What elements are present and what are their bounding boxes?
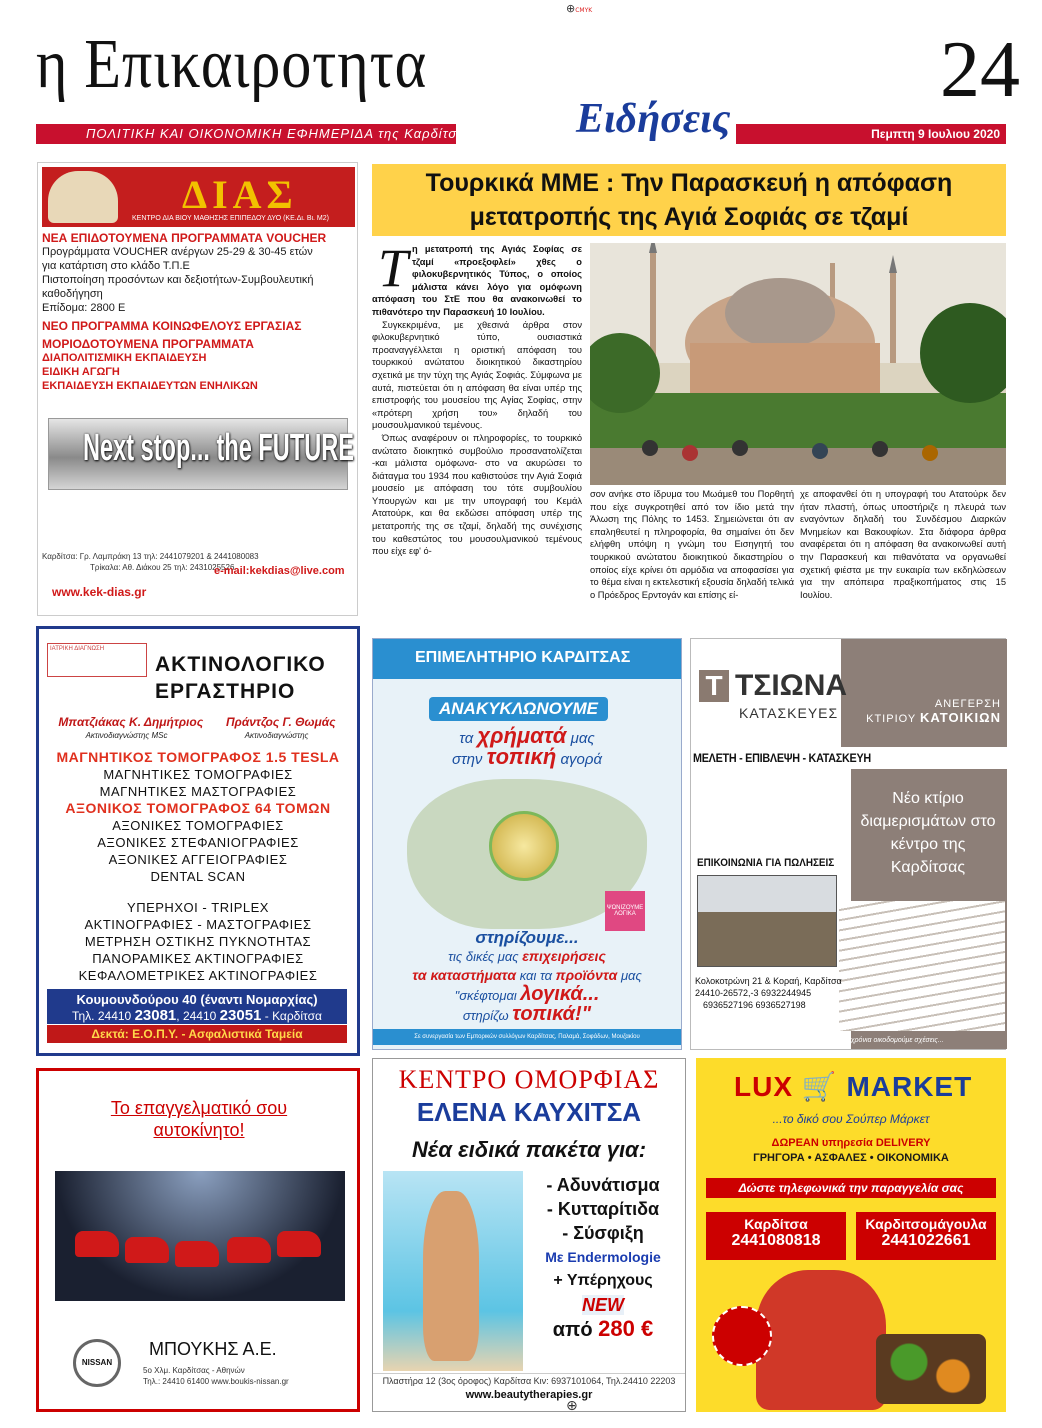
- dias-zeus-head-icon: [48, 171, 118, 223]
- beauty-title: ΚΕΝΤΡΟ ΟΜΟΡΦΙΑΣ: [398, 1065, 660, 1094]
- dias-line: για κατάρτιση στο κλάδο Τ.Π.Ε: [42, 260, 190, 272]
- vans-photo: [55, 1171, 345, 1301]
- page-number: 24: [940, 26, 1020, 114]
- drop-cap: Τ: [378, 238, 409, 298]
- tsiona-logo: Τ ΤΣΙΩΝΑ: [699, 669, 847, 703]
- nissan-ad: [36, 1068, 360, 1412]
- beauty-services: - Αδυνάτισμα - Κυτταρίτιδα - Σύσφιξη Με Endermologie + Υπέρηχους NEW από 280 €: [545, 1175, 661, 1341]
- dias-line: Πιστοποίηση προσόντων και δεξιοτήτων-Συμβουλευτική καθοδήγηση: [42, 274, 314, 300]
- dias-heading: ΜΟΡΙΟΔΟΤΟΥΜΕΝΑ ΠΡΟΓΡΑΜΜΑΤΑ: [42, 337, 254, 351]
- dias-subtitle: ΚΕΝΤΡΟ ΔΙΑ ΒΙΟΥ ΜΑΘΗΣΗΣ ΕΠΙΠΕΔΟΥ ΔΥΟ (ΚΕ.Δι. Βι. Μ2): [132, 215, 329, 222]
- shop-local-badge: ΨΩΝΙΖΟΥΜΕ ΛΟΓΙΚΑ: [605, 891, 645, 931]
- lux-store-2: Καρδιτσομάγουλα 2441022661: [856, 1212, 996, 1260]
- service-item: ΚΕΦΑΛΟΜΕΤΡΙΚΕΣ ΑΚΤΙΝΟΓΡΑΦΙΕΣ: [78, 968, 318, 983]
- dias-future-image: Next stop... the FUTURE: [48, 418, 348, 490]
- dealer-info: 5ο Χλμ. Καρδίτσας - Αθηνών Τηλ.: 24410 61400 www.boukis-nissan.gr: [143, 1366, 289, 1386]
- tsiona-construction: ΑΝΕΓΕΡΣΗ ΚΤΙΡΙΟΥ ΚΑΤΟΙΚΙΩΝ: [866, 698, 1001, 725]
- lux-logo: LUX 🛒 MARKET: [734, 1071, 973, 1102]
- radiology-logo: ΙΑΤΡΙΚΗ ΔΙΑΓΝΩΣΗ: [47, 643, 147, 677]
- chamber-slogan-1: τα χρήματά μας στην τοπική αγορά: [451, 723, 603, 769]
- dias-heading: ΝΕΟ ΠΡΟΓΡΑΜΜΑ ΚΟΙΝΩΦΕΛΟΥΣ ΕΡΓΑΣΙΑΣ: [42, 319, 302, 333]
- radiology-doctors: Μπατζιάκας Κ. Δημήτριος Πράντζος Γ. Θωμάς: [58, 715, 336, 729]
- article-lead: η μετατροπή της Αγιάς Σοφίας σε τζαμί «προεξοφλεί» χθες ο φιλοκυβερνητικός Τύπος, ο οποίος μάλιστα κάνει λόγο για ομόφωνη απόφαση του ΣτΕ που θα ανακοινωθεί το πιθανότερο την Παρασκευή 10 Ιουλίου.: [372, 244, 582, 317]
- dias-body: [42, 231, 355, 393]
- service-item: ΑΞΟΝΙΚΕΣ ΑΓΓΕΙΟΓΡΑΦΙΕΣ: [108, 852, 288, 867]
- radiology-phone: Τηλ. 24410 23081, 24410 23051 - Καρδίτσα: [47, 1008, 347, 1024]
- article-paragraph: Όπως αναφέρουν οι πληροφορίες, το τουρκικό ανώτατο διοικητικό συμβούλιο προσανατολίζεται -και μάλιστα ομόφωνα- στο να ακυρώσει το διάταγμα του 1934 που καθιστούσε την Αγιά Σοφιά μουσείο με απόφαση του τότε συμβουλίου Υπουργών και με την υπογραφή του Κεμάλ Ατατούρκ, και θα εκδώσει απόφαση υπέρ της μετατροπής της σε τζαμί, δηλαδή της συνέχισης του καθεστώτος του μουσουλμανικού τεμένους που είχε εφ' ό-: [372, 432, 582, 557]
- lux-subtitle: ...το δικό σου Σούπερ Μάρκετ: [772, 1112, 930, 1126]
- tsiona-subtitle: ΚΑΤΑΣΚΕΥΕΣ: [739, 705, 839, 721]
- service-item: ΜΑΓΝΗΤΙΚΕΣ ΤΟΜΟΓΡΑΦΙΕΣ: [103, 767, 293, 782]
- service-item: ΠΑΝΟΡΑΜΙΚΕΣ ΑΚΤΙΝΟΓΡΑΦΙΕΣ: [92, 951, 304, 966]
- tsiona-address: Κολοκοτρώνη 21 & Κοραή, Καρδίτσα 24410-26572,-3 6932244945 6936527196 6936527198: [695, 976, 842, 1010]
- tsiona-headline: Νέο κτίριο διαμερισμάτων στο κέντρο της Καρδίτσας: [860, 790, 996, 876]
- dias-logo: ΔΙΑΣ: [182, 172, 298, 217]
- tsiona-services: ΜΕΛΕΤΗ - ΕΠΙΒΛΕΨΗ - ΚΑΤΑΣΚΕΥΗ: [693, 751, 871, 765]
- dias-address: Καρδίτσα: Γρ. Λαμπράκη 13 τηλ: 2441079201 & 2441080083 Τρίκαλα: Αθ. Διάκου 25 τηλ: 2431025526: [42, 552, 259, 572]
- dias-line: Επίδομα: 2800 Ε: [42, 302, 126, 314]
- article-column-3: χε αποφανθεί ότι η υπογραφή του Ατατούρκ δεν ήταν πλαστή, όπως υποστήριζε η πλευρά των εναγόντων δηλαδή του Συνδέσμου Διαρκών Μνημείων και Βακουφίων. Στα διάφορα άρθρα αναφέρεται ότι η απόφαση θα ανακοινωθεί αυτή την Παρασκευή και πιθανότατα να οργανωθεί σχετική φιέστα με την ευκαιρία των εκδηλώσεων για την απόπειρα πραξικοπήματος στις 15 Ιουλίου.: [800, 489, 1006, 600]
- lux-delivery: ΔΩΡΕΑΝ υπηρεσία DELIVERY ΓΡΗΓΟΡΑ • ΑΣΦΑΛΕΣ • ΟΙΚΟΝΟΜΙΚΑ: [753, 1137, 949, 1164]
- beauty-ad: [372, 1058, 686, 1412]
- chamber-footer: Σε συνεργασία των Εμπορικών συλλόγων Καρδίτσας, Παλαμά, Σοφάδων, Μουζακίου: [373, 1029, 681, 1045]
- hagia-sophia-photo: [590, 243, 1006, 485]
- beauty-address: Πλαστήρα 12 (3ος όροφος) Καρδίτσα Κιν: 6937101064, Τηλ.24410 22203: [373, 1373, 685, 1386]
- article-column-2: σον ανήκε στο ίδρυμα του Μωάμεθ του Πορθητή που είχε συγκροτηθεί από τον ίδιο μετά την Άλωση της Πόλης το 1453. Σημειώνεται ότι αν επαληθευτεί η πληροφορία, θα σημαίνει ότι δεν ελήφθη υπόψη η γνώμη του Εισηγητή του τουρκικού ανώτατου διοικητικού δικαστηρίου ο οποίος είχε κρίνει ότι αρμόδια να αποφασίσει για το θέμα είναι η εκτελεστική εξουσία δηλαδή τελικά ο Πρόεδρος Ερντογάν και επίσης εί-: [590, 489, 794, 600]
- masthead-tagline: ΠΟΛΙΤΙΚΗ ΚΑΙ ΟΙΚΟΝΟΜΙΚΗ ΕΦΗΜΕΡΙΔΑ της Καρδίτσας: [36, 124, 456, 144]
- nissan-title: Το επαγγελματικό σου αυτοκίνητο!: [110, 1098, 288, 1140]
- lux-call: Δώστε τηλεφωνικά την παραγγελία σας: [706, 1178, 996, 1198]
- chamber-slogan-2: στηρίζουμε... τις δικές μας επιχειρήσεις τα καταστήματα και τα προϊόντα μας "σκέφτομαι λογικά... στηρίζω τοπικά!": [412, 928, 642, 1025]
- delivery-man-photo: [756, 1270, 886, 1410]
- lux-market-ad: [696, 1058, 1006, 1412]
- service-item: ΜΑΓΝΗΤΙΚΟΣ ΤΟΜΟΓΡΑΦΟΣ 1.5 TESLA: [56, 749, 340, 765]
- masthead-title: η Επικαιροτητα: [36, 26, 428, 103]
- service-item: ΑΞΟΝΙΚΕΣ ΣΤΕΦΑΝΙΟΓΡΑΦΙΕΣ: [97, 835, 299, 850]
- vegetables-box-photo: [876, 1334, 986, 1404]
- service-item: ΥΠΕΡΗΧΟΙ - TRIPLEX: [127, 900, 269, 915]
- nissan-logo: NISSAN: [73, 1339, 121, 1387]
- service-item: ΑΞΟΝΙΚΟΣ ΤΟΜΟΓΡΑΦΟΣ 64 ΤΟΜΩΝ: [65, 800, 331, 816]
- house-photo: [697, 875, 837, 967]
- registration-mark-bottom: ⊕: [566, 1398, 578, 1414]
- tsiona-contact: ΕΠΙΚΟΙΝΩΝΙΑ ΓΙΑ ΠΩΛΗΣΕΙΣ: [697, 857, 835, 869]
- tsiona-ad: [690, 638, 1006, 1050]
- article-headline: Τουρκικά ΜΜΕ : Την Παρασκευή η απόφαση μετατροπής της Αγιά Σοφιάς σε τζαμί: [372, 164, 1006, 236]
- chamber-header: ΕΠΙΜΕΛΗΤΗΡΙΟ ΚΑΡΔΙΤΣΑΣ: [373, 639, 681, 679]
- radiology-services: [39, 749, 357, 984]
- radiology-ad: [36, 626, 360, 1056]
- recycle-coin-icon: [489, 811, 559, 881]
- beauty-website: www.beautytherapies.gr: [465, 1389, 593, 1401]
- beauty-packages: Νέα ειδικά πακέτα για:: [411, 1137, 647, 1162]
- dias-program: ΕΙΔΙΚΗ ΑΓΩΓΗ: [42, 366, 120, 378]
- dias-line: Προγράμματα VOUCHER ανέργων 25-29 & 30-45 ετών: [42, 246, 313, 258]
- tsiona-slogan: 40 χρόνια οικοδομούμε σχέσεις...: [841, 1037, 944, 1044]
- service-item: DENTAL SCAN: [150, 869, 246, 884]
- dias-ad: [37, 162, 358, 616]
- beach-woman-photo: [383, 1171, 523, 1371]
- lux-store-1: Καρδίτσα 2441080818: [706, 1212, 846, 1260]
- section-title: Ειδήσεις: [576, 96, 731, 142]
- radiology-accepts: Δεκτά: Ε.Ο.Π.Υ. - Ασφαλιστικά Ταμεία: [47, 1025, 347, 1043]
- chamber-badge: ΑΝΑΚΥΚΛΩΝΟΥΜΕ: [429, 697, 608, 721]
- service-item: ΜΑΓΝΗΤΙΚΕΣ ΜΑΣΤΟΓΡΑΦΙΕΣ: [99, 784, 297, 799]
- article-paragraph: Συγκεκριμένα, με χθεσινά άρθρα στον φιλοκυβερνητικό τύπο, ουσιαστικά προαναγγέλλεται η οριστική απόφαση του τουρκικού ανώτατου διοικητικού δικαστηρίου σχετικά με την τύχη της Αγιάς Σοφιάς. Σύμφωνα με αυτά, πιστεύεται ότι η απόφαση θα είναι υπέρ της επιστροφής του μουσείου της Αγίας Σοφίας, στην «πρότερη χρήση του» δηλαδή του μουσουλμανικού τεμένους.: [372, 319, 582, 431]
- beauty-name: ΕΛΕΝΑ ΚΑΥΧΙΤΣΑ: [416, 1097, 642, 1127]
- dias-website: www.kek-dias.gr: [52, 585, 147, 599]
- registration-mark: ⊕CMYK: [566, 2, 593, 15]
- radiology-roles: Ακτινοδιαγνώστης MSc Ακτινοδιαγνώστης: [85, 731, 309, 740]
- service-item: ΜΕΤΡΗΣΗ ΟΣΤΙΚΗΣ ΠΥΚΝΟΤΗΤΑΣ: [84, 934, 312, 949]
- delivery-seal-icon: [712, 1306, 772, 1366]
- building-illustration: [839, 901, 1005, 1031]
- dias-header: [42, 167, 355, 227]
- dias-program: ΕΚΠΑΙΔΕΥΣΗ ΕΚΠΑΙΔΕΥΤΩΝ ΕΝΗΛΙΚΩΝ: [42, 380, 258, 392]
- dias-program: ΔΙΑΠΟΛΙΤΙΣΜΙΚΗ ΕΚΠΑΙΔΕΥΣΗ: [42, 352, 207, 364]
- service-item: ΑΚΤΙΝΟΓΡΑΦΙΕΣ - ΜΑΣΤΟΓΡΑΦΙΕΣ: [84, 917, 312, 932]
- dias-email: e-mail:kekdias@live.com: [214, 565, 345, 577]
- article-column-1: [372, 238, 582, 558]
- radiology-address: Κουμουνδούρου 40 (έναντι Νομαρχίας): [47, 989, 347, 1010]
- dias-heading: ΝΕΑ ΕΠΙΔΟΤΟΥΜΕΝΑ ΠΡΟΓΡΑΜΜΑΤΑ VOUCHER: [42, 231, 327, 245]
- dealer-name: ΜΠΟΥΚΗΣ Α.Ε.: [149, 1339, 277, 1359]
- radiology-title: ΑΚΤΙΝΟΛΟΓΙΚΟ ΕΡΓΑΣΤΗΡΙΟ: [155, 653, 326, 703]
- chamber-ad: [372, 638, 682, 1050]
- issue-date: Πεμπτη 9 Ιουλιου 2020: [736, 124, 1006, 144]
- service-item: ΑΞΟΝΙΚΕΣ ΤΟΜΟΓΡΑΦΙΕΣ: [112, 818, 284, 833]
